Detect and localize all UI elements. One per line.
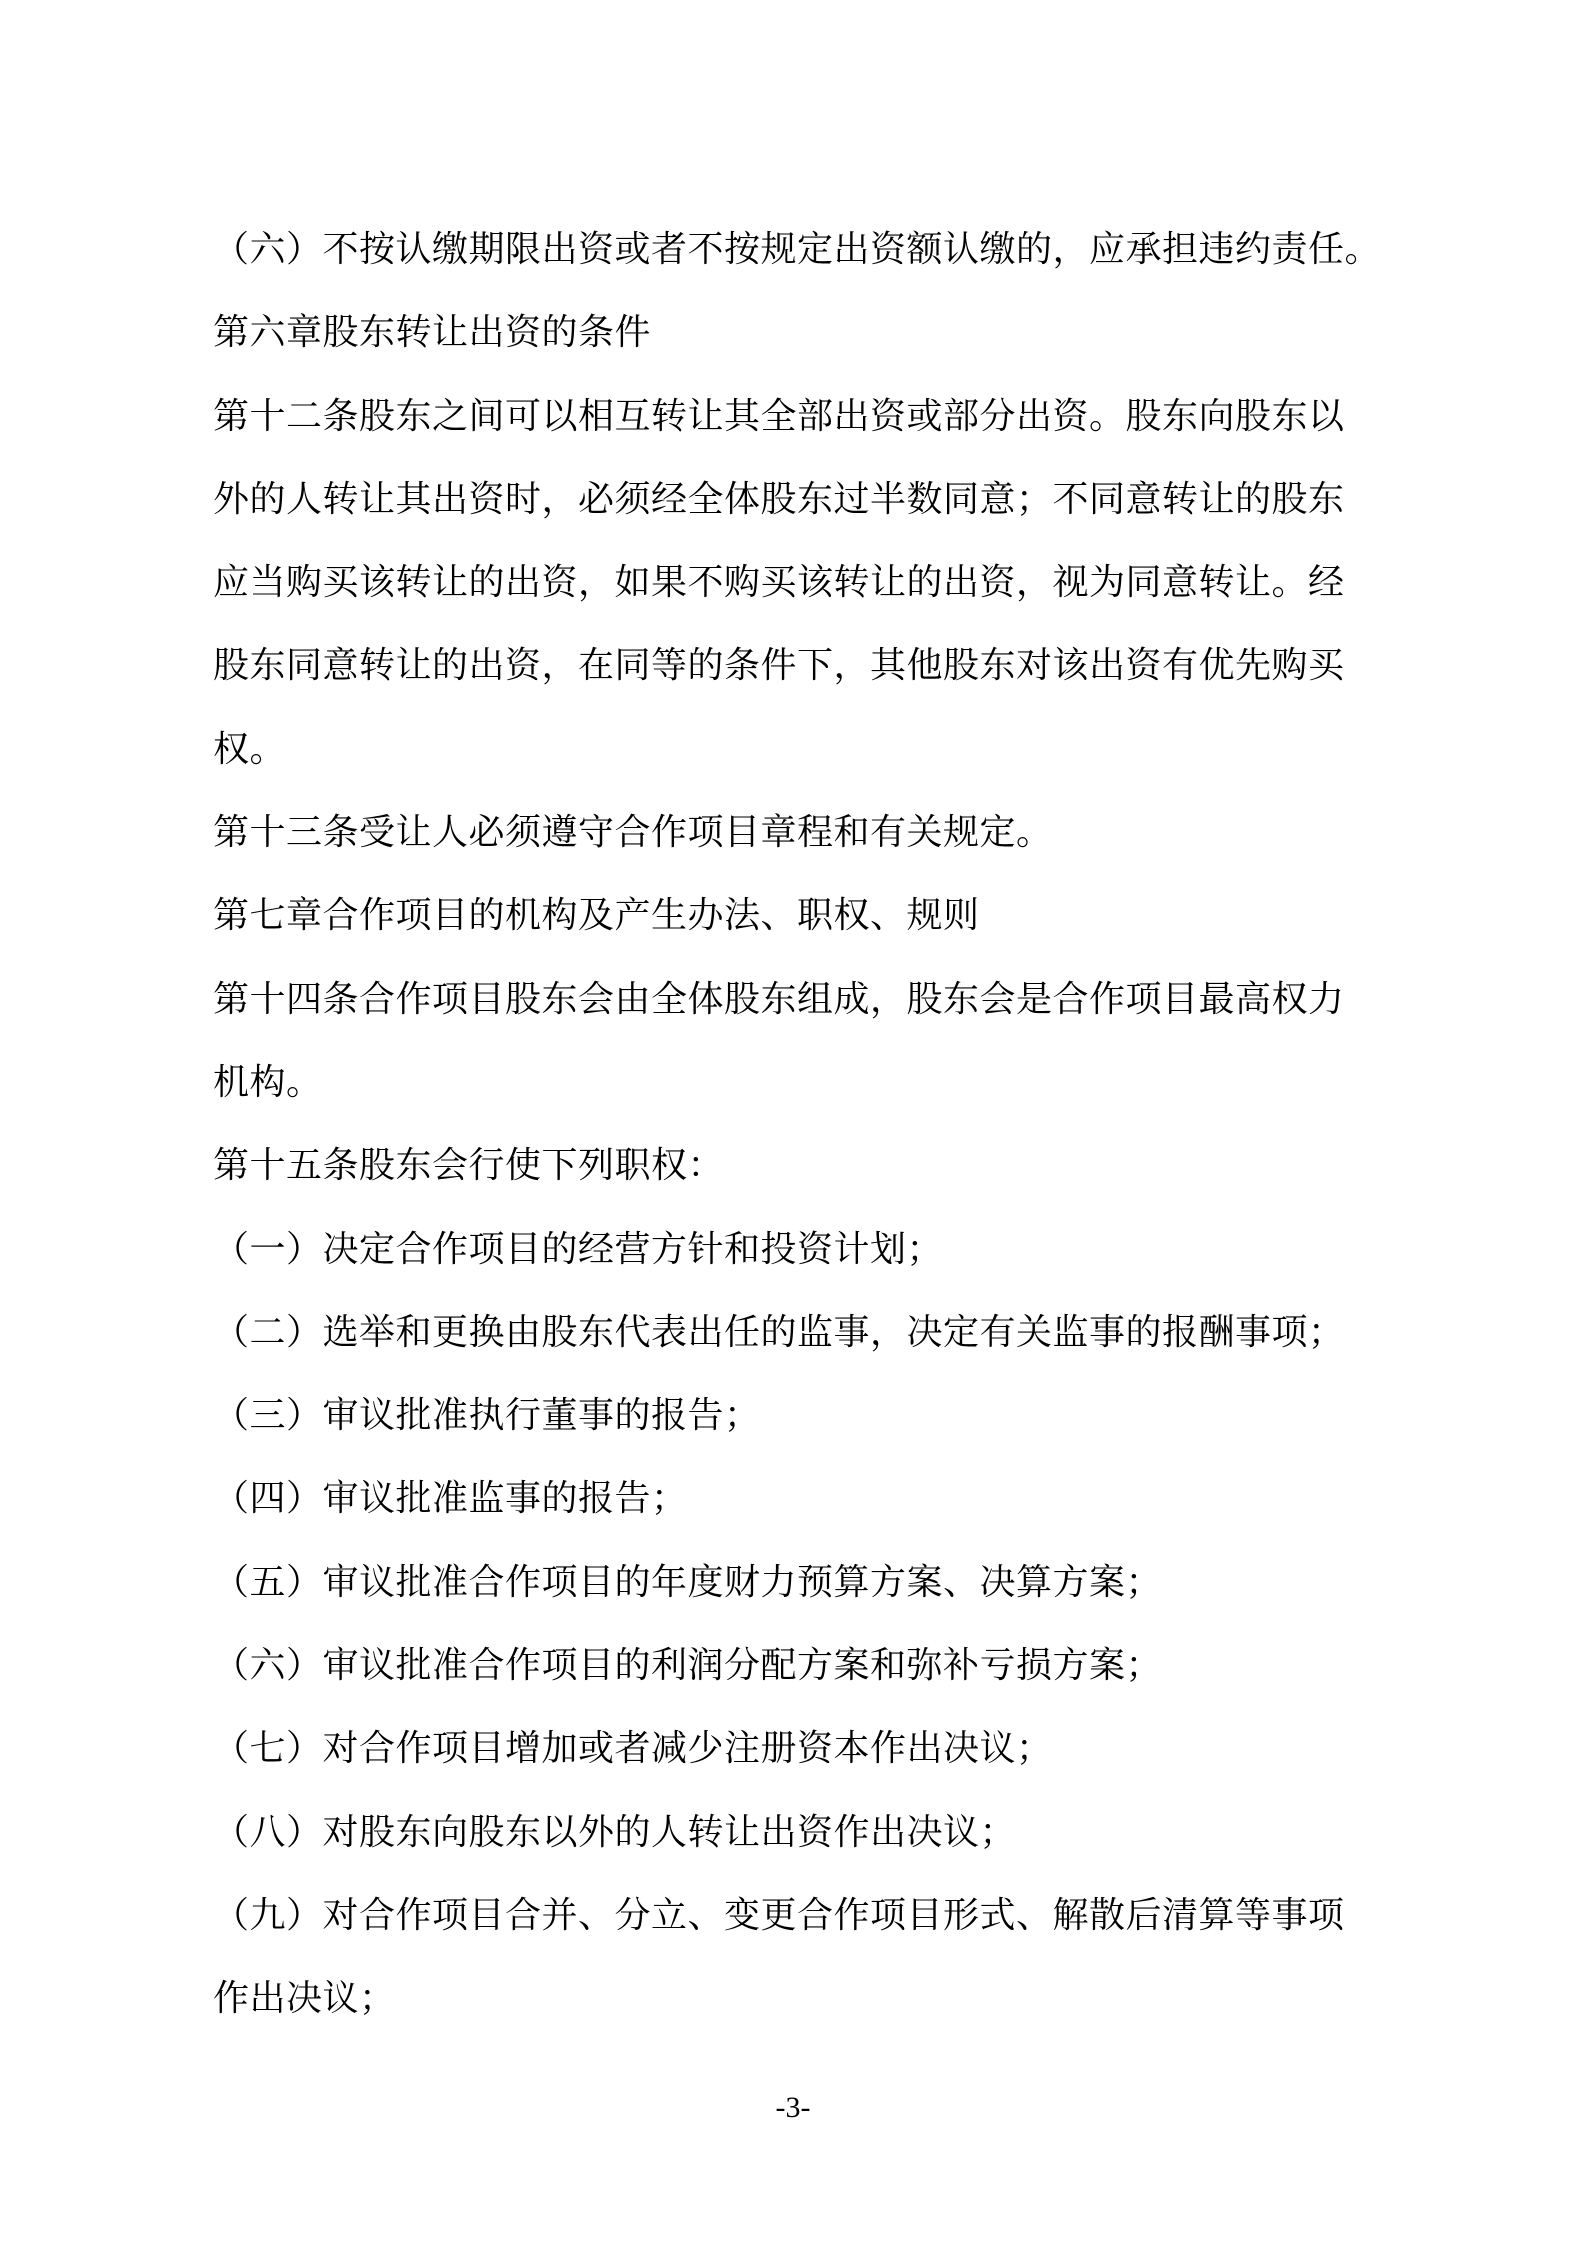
text-line: 股东同意转让的出资，在同等的条件下，其他股东对该出资有优先购买	[213, 645, 1345, 687]
list-item: （三）审议批准执行董事的报告；	[213, 1395, 761, 1437]
text-line: （六）不按认缴期限出资或者不按规定出资额认缴的，应承担违约责任。	[213, 229, 1382, 270]
text-line: 作出决议；	[213, 1978, 396, 2020]
list-item: （七）对合作项目增加或者减少注册资本作出决议；	[213, 1728, 1053, 1770]
text-line: 第十五条股东会行使下列职权：	[213, 1145, 725, 1187]
list-item: （九）对合作项目合并、分立、变更合作项目形式、解散后清算等事项	[213, 1894, 1345, 1936]
list-item: （二）选举和更换由股东代表出任的监事，决定有关监事的报酬事项；	[213, 1311, 1345, 1353]
text-line: 外的人转让其出资时，必须经全体股东过半数同意；不同意转让的股东	[213, 478, 1345, 520]
text-line: 第十三条受让人必须遵守合作项目章程和有关规定。	[213, 812, 1053, 854]
text-line: 应当购买该转让的出资，如果不购买该转让的出资，视为同意转让。经	[213, 562, 1345, 604]
page-number: -3-	[775, 2091, 811, 2124]
list-item: （六）审议批准合作项目的利润分配方案和弥补亏损方案；	[213, 1645, 1163, 1687]
text-line: 机构。	[213, 1061, 323, 1103]
text-line: 第十二条股东之间可以相互转让其全部出资或部分出资。股东向股东以	[213, 395, 1345, 437]
chapter-heading: 第六章股东转让出资的条件	[213, 312, 652, 354]
text-line: 第十四条合作项目股东会由全体股东组成，股东会是合作项目最高权力	[213, 978, 1345, 1020]
list-item: （一）决定合作项目的经营方针和投资计划；	[213, 1228, 944, 1270]
document-body	[213, 215, 1393, 2048]
text-line: 权。	[213, 728, 287, 770]
list-item: （八）对股东向股东以外的人转让出资作出决议；	[213, 1811, 1017, 1853]
list-item: （四）审议批准监事的报告；	[213, 1478, 688, 1520]
chapter-heading: 第七章合作项目的机构及产生办法、职权、规则	[213, 895, 980, 937]
list-item: （五）审议批准合作项目的年度财力预算方案、决算方案；	[213, 1561, 1163, 1603]
